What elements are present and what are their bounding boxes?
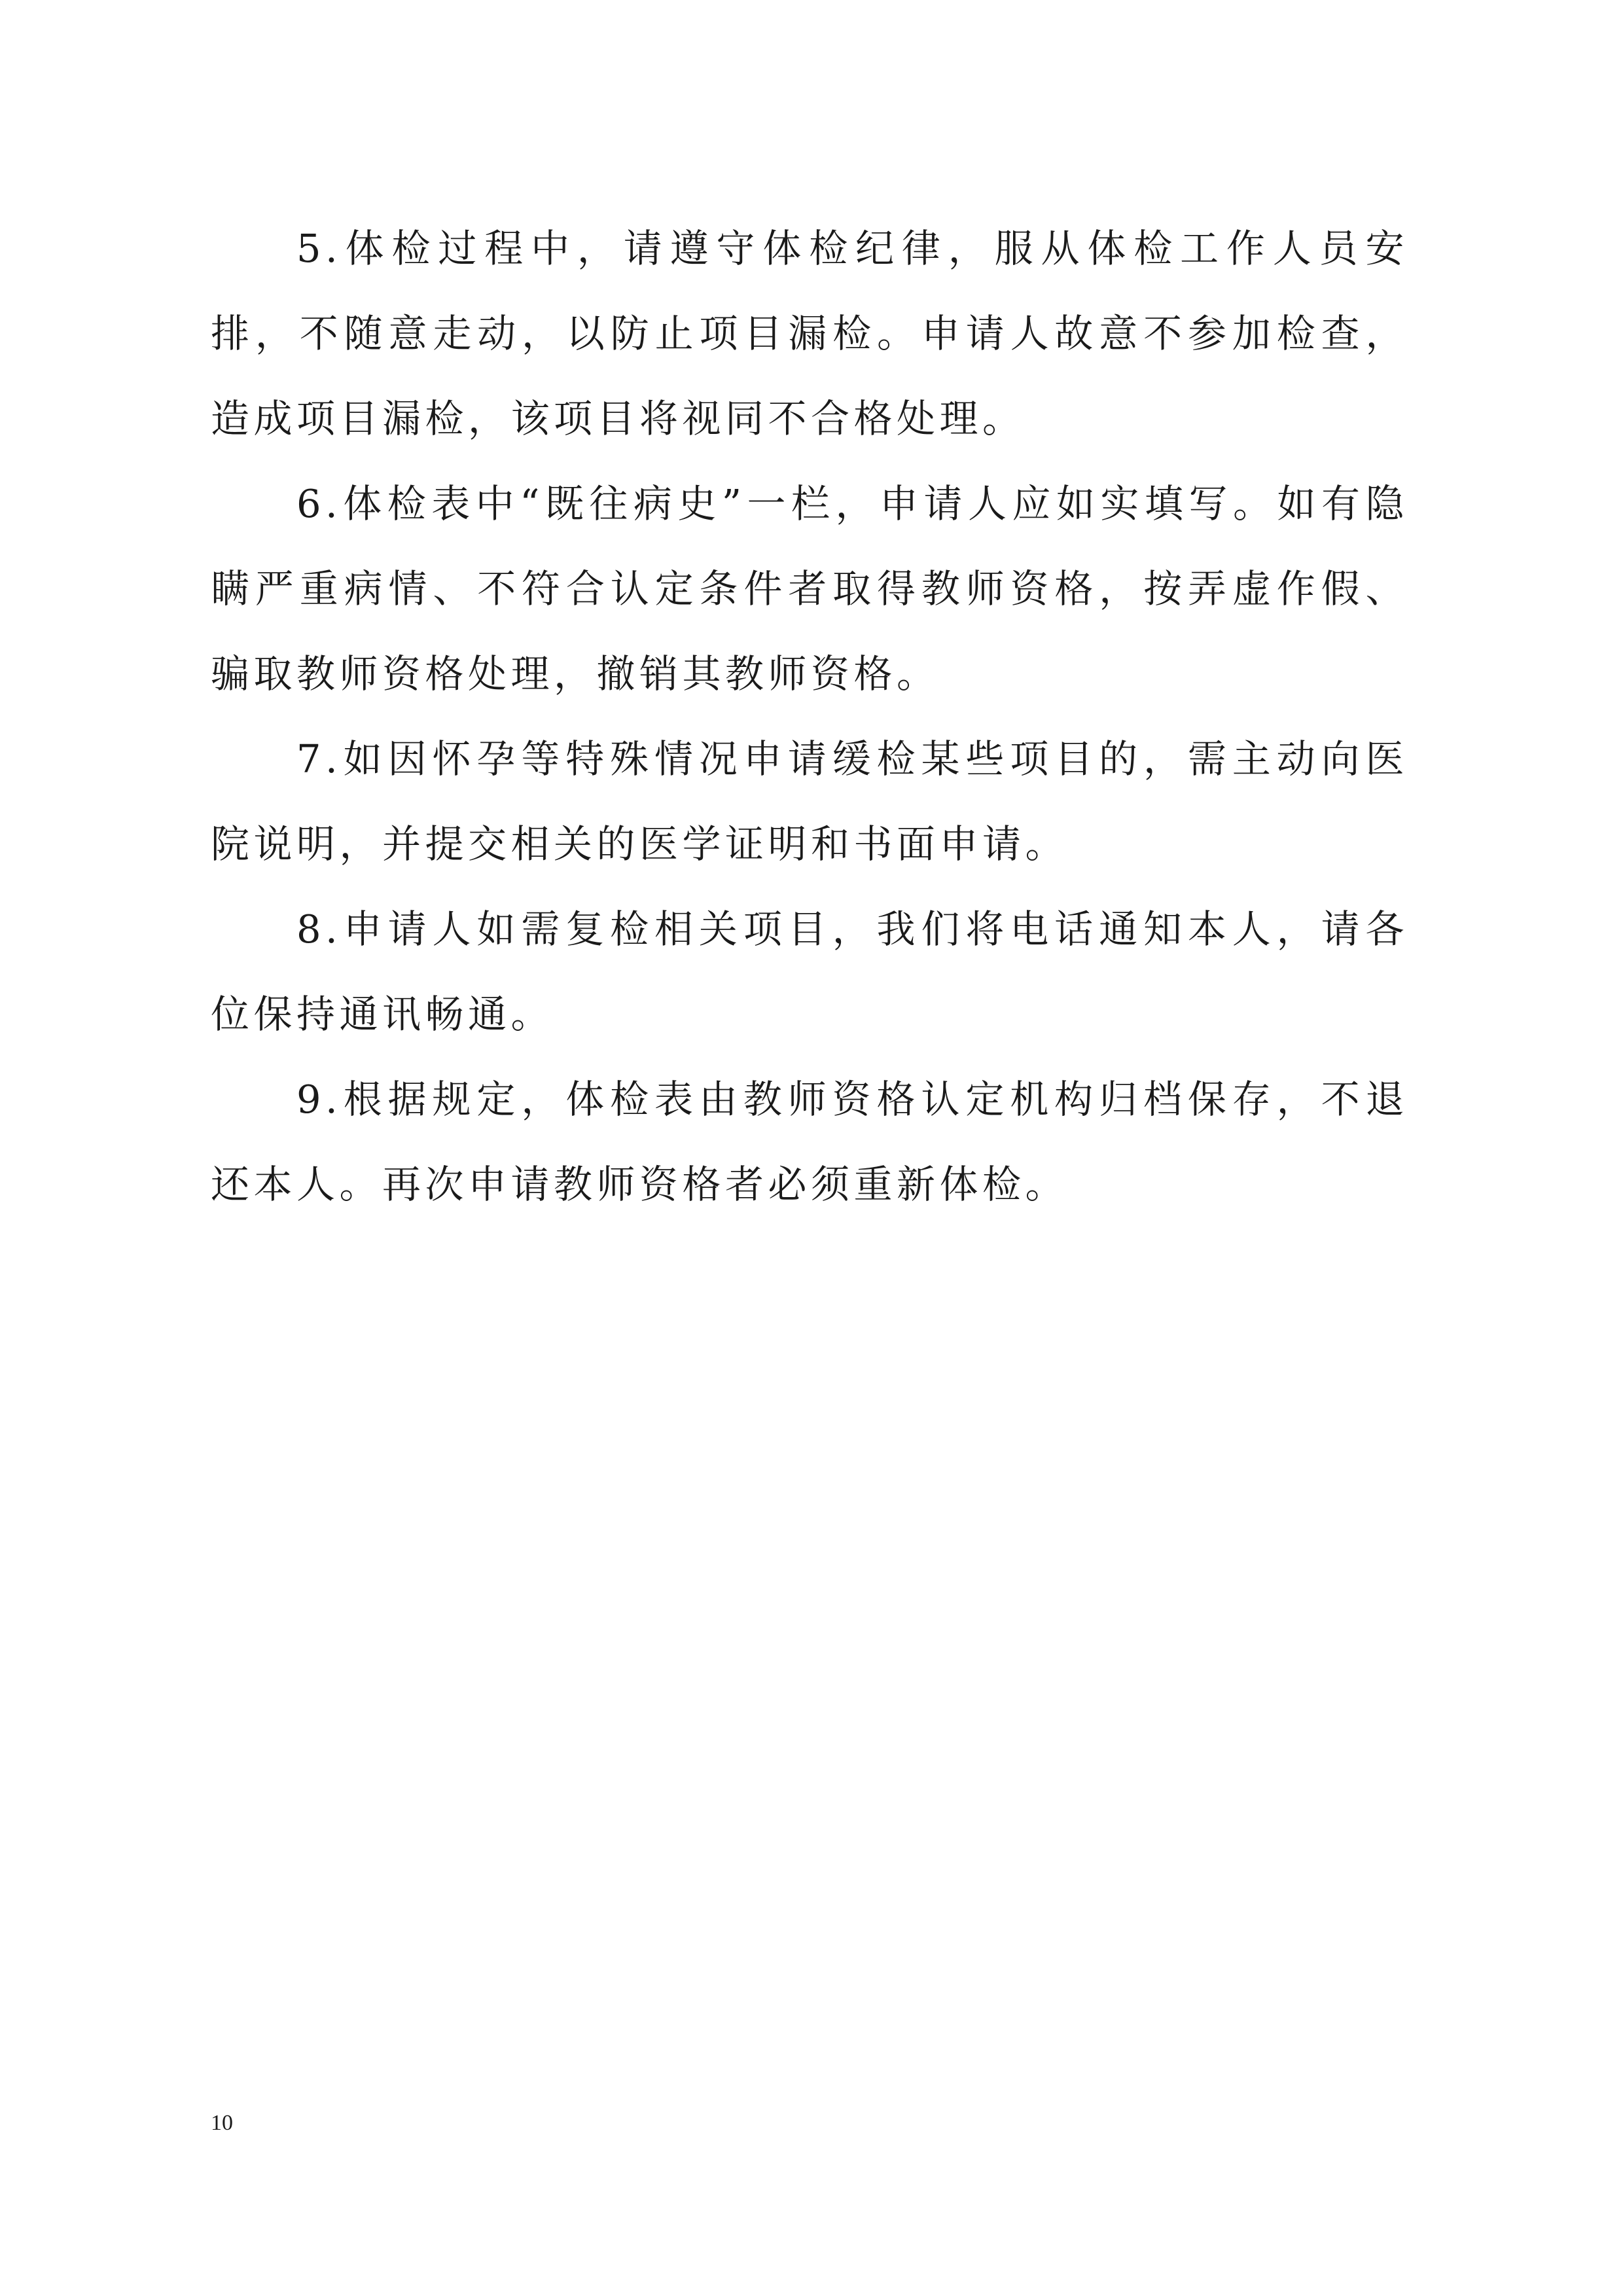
paragraph-item-8: 8.申请人如需复检相关项目，我们将电话通知本人，请各位保持通讯畅通。 [211, 906, 1408, 1037]
document-body [211, 206, 1408, 1227]
paragraph-item-5: 5.体检过程中，请遵守体检纪律，服从体检工作人员安排，不随意走动，以防止项目漏检。申请人故意不参加检查，造成项目漏检，该项目将视同不合格处理。 [211, 226, 1408, 441]
paragraph-item-7: 7.如因怀孕等特殊情况申请缓检某些项目的，需主动向医院说明，并提交相关的医学证明和书面申请。 [211, 736, 1408, 867]
paragraph-item-6: 6.体检表中“既往病史”一栏，申请人应如实填写。如有隐瞒严重病情、不符合认定条件者取得教师资格，按弄虚作假、骗取教师资格处理，撤销其教师资格。 [211, 481, 1408, 696]
paragraph-item-9: 9.根据规定，体检表由教师资格认定机构归档保存，不退还本人。再次申请教师资格者必须重新体检。 [211, 1077, 1408, 1207]
page-number: 10 [211, 2111, 233, 2135]
